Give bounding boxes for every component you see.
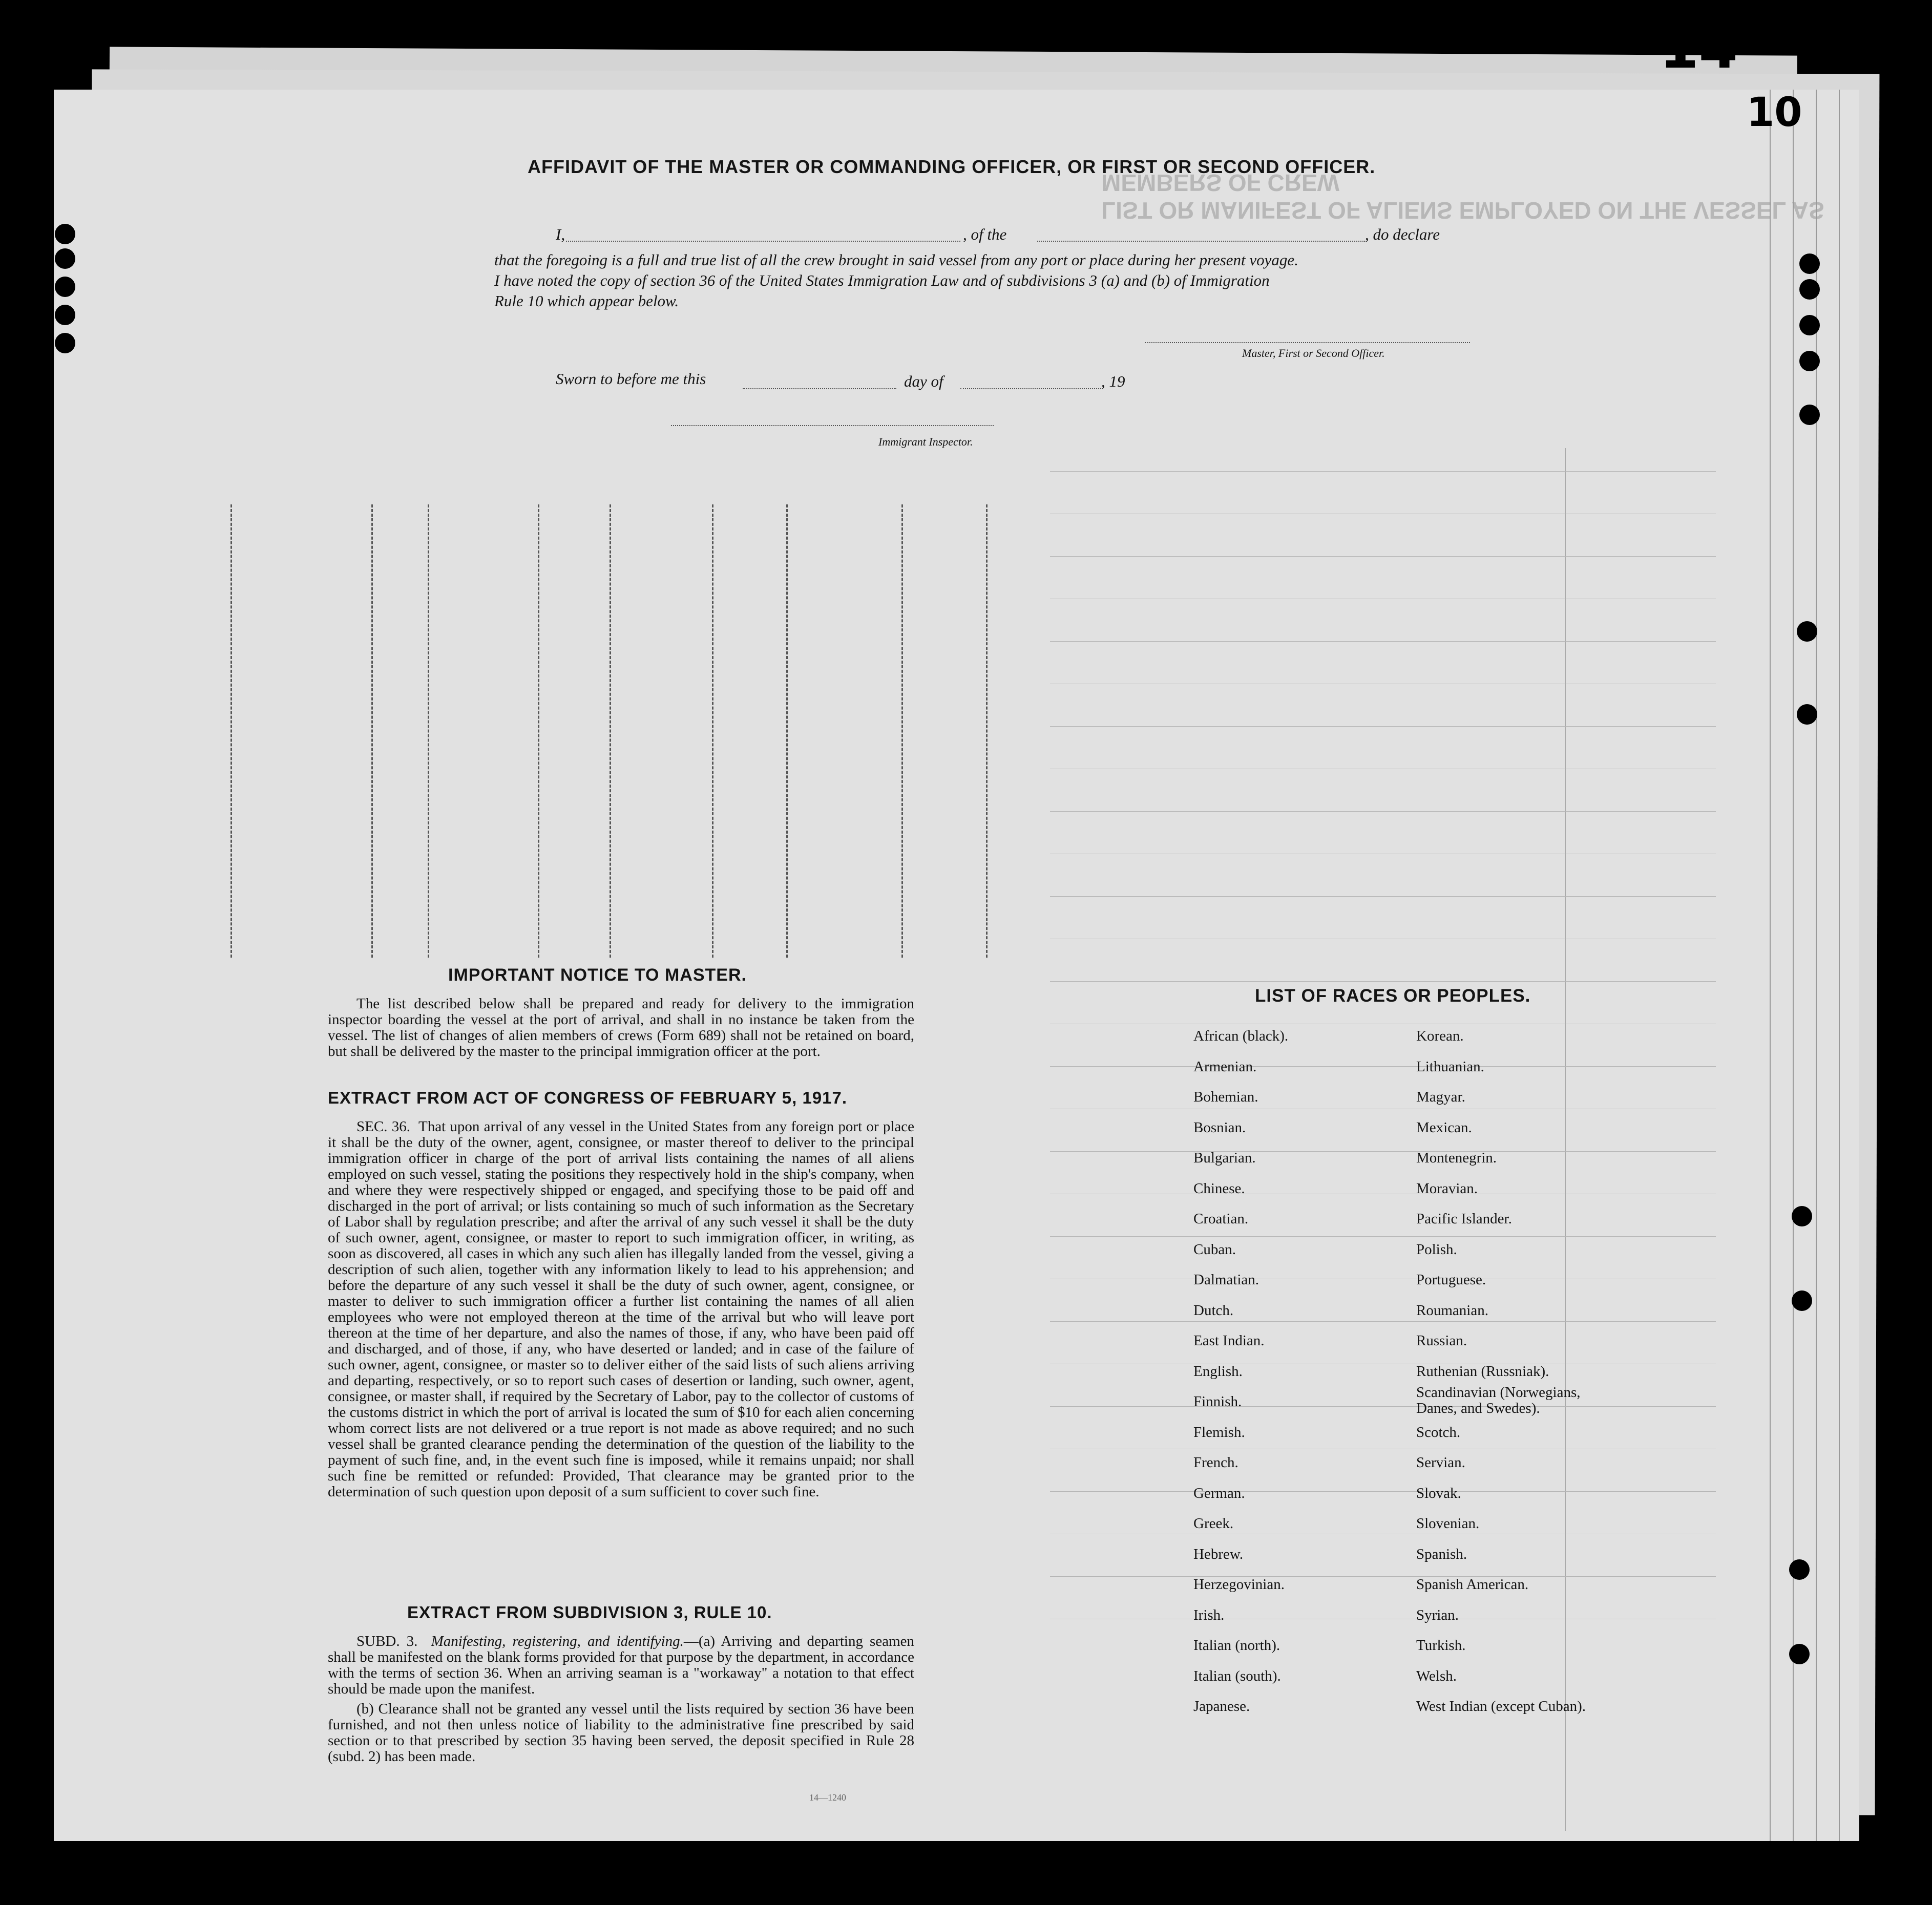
rule-heading: Manifesting, registering, and identifying. <box>431 1633 684 1649</box>
sheet-number: 14 <box>1660 15 1738 81</box>
bleed-through-text: LIST OR MANIFEST OF ALIENS EMPLOYED ON THE VESSEL AS MEMBERS OF CREW <box>1101 170 1824 224</box>
race-item: Pacific Islander. <box>1416 1211 1512 1227</box>
race-item: Japanese. <box>1193 1698 1250 1714</box>
race-item: Croatian. <box>1193 1211 1249 1227</box>
month-blank[interactable] <box>960 388 1101 389</box>
race-item: Welsh. <box>1416 1667 1457 1684</box>
manifest-page <box>54 90 1859 1841</box>
column-divider <box>901 504 903 958</box>
column-divider <box>610 504 611 958</box>
affidavit-do-declare: , do declare <box>1365 225 1440 243</box>
race-item: Lithuanian. <box>1416 1058 1484 1075</box>
race-item: Servian. <box>1416 1454 1465 1471</box>
bleed-row-line <box>1050 981 1716 982</box>
race-item: Polish. <box>1416 1241 1457 1258</box>
race-item: Mexican. <box>1416 1119 1472 1136</box>
affidavit-i-label: I, <box>556 225 565 243</box>
race-item: Roumanian. <box>1416 1302 1488 1319</box>
act-body <box>328 1119 914 1504</box>
bleed-row-line <box>1050 1576 1716 1577</box>
column-divider <box>786 504 788 958</box>
punch-hole <box>1792 1290 1812 1311</box>
grid-line <box>1816 90 1817 1841</box>
race-item: Spanish. <box>1416 1546 1467 1562</box>
race-item: French. <box>1193 1454 1238 1471</box>
inspector-signature-line[interactable] <box>671 425 994 426</box>
form-code: 14—1240 <box>809 1792 846 1803</box>
race-item: Irish. <box>1193 1606 1225 1623</box>
bleed-row-line <box>1050 1491 1716 1492</box>
race-item: Turkish. <box>1416 1637 1466 1654</box>
name-blank[interactable] <box>566 241 960 242</box>
column-divider <box>428 504 429 958</box>
race-item: Slovenian. <box>1416 1515 1480 1532</box>
race-item: Scotch. <box>1416 1424 1461 1441</box>
race-item: Chinese. <box>1193 1180 1245 1197</box>
race-item: Bohemian. <box>1193 1089 1258 1105</box>
grid-line <box>1839 90 1840 1841</box>
race-item: English. <box>1193 1363 1243 1380</box>
affidavit-line-4: Rule 10 which appear below. <box>494 292 679 310</box>
sec-label: SEC. 36. <box>356 1118 410 1135</box>
race-item: East Indian. <box>1193 1332 1265 1349</box>
race-item: Portuguese. <box>1416 1272 1486 1288</box>
punch-hole <box>1792 1206 1812 1226</box>
act-paragraph <box>328 1119 914 1500</box>
column-divider <box>371 504 373 958</box>
punch-hole <box>1799 253 1820 274</box>
race-item: Greek. <box>1193 1515 1234 1532</box>
subd-label: SUBD. 3. <box>356 1633 418 1649</box>
race-item: Italian (north). <box>1193 1637 1280 1654</box>
master-caption: Master, First or Second Officer. <box>1242 347 1385 359</box>
day-blank[interactable] <box>743 388 896 389</box>
race-item: Montenegrin. <box>1416 1150 1497 1166</box>
punch-hole <box>55 248 75 269</box>
column-divider <box>230 504 232 958</box>
bleed-row-line <box>1050 726 1716 727</box>
punch-hole <box>1799 279 1820 300</box>
rule-paragraph-a <box>328 1634 914 1697</box>
punch-hole <box>1789 1559 1810 1580</box>
punch-hole <box>55 305 75 325</box>
bleed-row-line <box>1050 1151 1716 1152</box>
affidavit-line-2: that the foregoing is a full and true list of all the crew brought in said vessel from any port or place during her present voyage. <box>494 251 1298 269</box>
inspector-caption: Immigrant Inspector. <box>878 435 973 448</box>
rule-text-a: —(a) Arriving and departing seamen shall be manifested on the blank forms provided for that purpose by the department, in accordance with the terms of section 36. When an arriving seaman is a "workaway" a notation to that effect should be made upon the manifest. <box>328 1633 914 1697</box>
race-item: West Indian (except Cuban). <box>1416 1698 1586 1714</box>
vessel-blank[interactable] <box>1037 241 1365 242</box>
race-item: Russian. <box>1416 1332 1467 1349</box>
race-item: Bosnian. <box>1193 1119 1246 1136</box>
bleed-row-line <box>1050 641 1716 642</box>
punch-hole <box>1797 621 1817 642</box>
race-item: Dalmatian. <box>1193 1272 1259 1288</box>
bleed-row-line <box>1050 1066 1716 1067</box>
column-divider <box>538 504 539 958</box>
notice-title: IMPORTANT NOTICE TO MASTER. <box>448 965 747 985</box>
race-item: Hebrew. <box>1193 1546 1244 1562</box>
race-item: Cuban. <box>1193 1241 1236 1258</box>
grid-line <box>1770 90 1771 1841</box>
race-item: Syrian. <box>1416 1606 1459 1623</box>
bleed-row-line <box>1050 896 1716 897</box>
race-item: Bulgarian. <box>1193 1150 1256 1166</box>
grid-line <box>1565 448 1566 1831</box>
punch-hole <box>1789 1644 1810 1664</box>
notice-text: The list described below shall be prepared and ready for delivery to the immigration inspector boarding the vessel at the port of arrival, and shall in no instance be taken from the vessel. The list of changes of alien members of crews (Form 689) shall not be retained on board, but shall be delivered by the master to the principal immigration officer at the port. <box>328 996 914 1060</box>
rule-body <box>328 1634 914 1769</box>
act-text: That upon arrival of any vessel in the United States from any foreign port or place it shall be the duty of the owner, agent, consignee, or master thereof to deliver to the principal immigration officer in charge of the port of arrival lists containing the names of all aliens employed on such vessel, stating the positions they respectively hold in the ship's company, when and where they were respectively shipped or engaged, and specifying those to be paid off and discharged in the port of arrival; or lists containing so much of such information as the Secretary of Labor shall by regulation prescribe; and after the arrival of any such vessel it shall be the duty of such owner, agent, consignee, or master to report to such immigration officer, in writing, as soon as discovered, all cases in which any such alien has illegally landed from the vessel, giving a description of such alien, together with any information likely to lead to his apprehension; and before the departure of any such vessel it shall be the duty of such owner, agent, consignee, or master to deliver to such immigration officer a further list containing the names of all alien employees who were not employed thereon at the time of the arrival but who will leave port thereon at the time of her departure, and also the names of those, if any, who have been paid off and discharged, and of those, if any, who have deserted or landed; and in case of the failure of such owner, agent, consignee, or master so to deliver either of the said lists of such aliens arriving and departing, respectively, or so to report such cases of desertion or landing, such owner, agent, consignee, or master shall, if required by the Secretary of Labor, pay to the collector of customs of the customs district in which the port of arrival is located the sum of $10 for each alien concerning whom correct lists are not delivered or a true report is not made as above required; and no such vessel shall be granted clearance pending the determination of the question of the liability to the payment of such fine, and, in the event such fine is imposed, while it remains unpaid; nor shall such fine be remitted or refunded: Provided, That clearance may be granted prior to the determination of such question upon deposit of a sum sufficient to cover such fine. <box>328 1118 915 1500</box>
punch-hole <box>1797 704 1817 725</box>
column-divider <box>712 504 713 958</box>
race-item: Finnish. <box>1193 1393 1242 1410</box>
race-item: Slovak. <box>1416 1485 1461 1501</box>
notice-body <box>328 996 914 1064</box>
races-title: LIST OF RACES OR PEOPLES. <box>1255 986 1531 1006</box>
race-item: Scandinavian (Norwegians, Danes, and Swedes). <box>1416 1384 1581 1416</box>
race-item: Herzegovinian. <box>1193 1576 1285 1593</box>
rule-paragraph-b: (b) Clearance shall not be granted any vessel until the lists required by section 36 have been furnished, and not then unless notice of liability to the administrative fine prescribed by said section or to that prescribed by section 35 having been served, the deposit specified in Rule 28 (subd. 2) has been made. <box>328 1701 914 1765</box>
affidavit-title: AFFIDAVIT OF THE MASTER OR COMMANDING OFFICER, OR FIRST OR SECOND OFFICER. <box>528 156 1376 177</box>
race-item: German. <box>1193 1485 1245 1501</box>
race-item: Flemish. <box>1193 1424 1245 1441</box>
punch-hole <box>55 277 75 297</box>
punch-hole <box>55 224 75 244</box>
rule-title: EXTRACT FROM SUBDIVISION 3, RULE 10. <box>407 1603 772 1622</box>
act-title: EXTRACT FROM ACT OF CONGRESS OF FEBRUARY 5, 1917. <box>328 1088 848 1107</box>
bleed-row-line <box>1050 556 1716 557</box>
race-item: Ruthenian (Russniak). <box>1416 1363 1549 1380</box>
punch-hole <box>1799 405 1820 425</box>
affidavit-line-3: I have noted the copy of section 36 of the United States Immigration Law and of subdivisions 3 (a) and (b) of Immigration <box>494 271 1270 289</box>
punch-hole <box>1799 315 1820 335</box>
race-item: Moravian. <box>1416 1180 1478 1197</box>
day-of-label: day of <box>904 372 943 390</box>
bleed-row-line <box>1050 1321 1716 1322</box>
bleed-row-line <box>1050 811 1716 812</box>
race-item: Spanish American. <box>1416 1576 1529 1593</box>
race-item: African (black). <box>1193 1028 1289 1044</box>
race-item: Dutch. <box>1193 1302 1234 1319</box>
bleed-row-line <box>1050 1236 1716 1237</box>
affidavit-of-the: , of the <box>963 225 1007 243</box>
bleed-row-line <box>1050 1406 1716 1407</box>
master-signature-line[interactable] <box>1145 342 1470 343</box>
race-item: Korean. <box>1416 1028 1464 1044</box>
bleed-row-line <box>1050 471 1716 472</box>
punch-hole <box>55 333 75 353</box>
sworn-label: Sworn to before me this <box>556 370 706 388</box>
race-item: Magyar. <box>1416 1089 1465 1105</box>
race-item: Italian (south). <box>1193 1667 1281 1684</box>
corner-number: 10 <box>1747 90 1802 136</box>
race-item: Armenian. <box>1193 1058 1257 1075</box>
year-label: , 19 <box>1101 372 1125 390</box>
column-divider <box>986 504 988 958</box>
punch-hole <box>1799 351 1820 371</box>
